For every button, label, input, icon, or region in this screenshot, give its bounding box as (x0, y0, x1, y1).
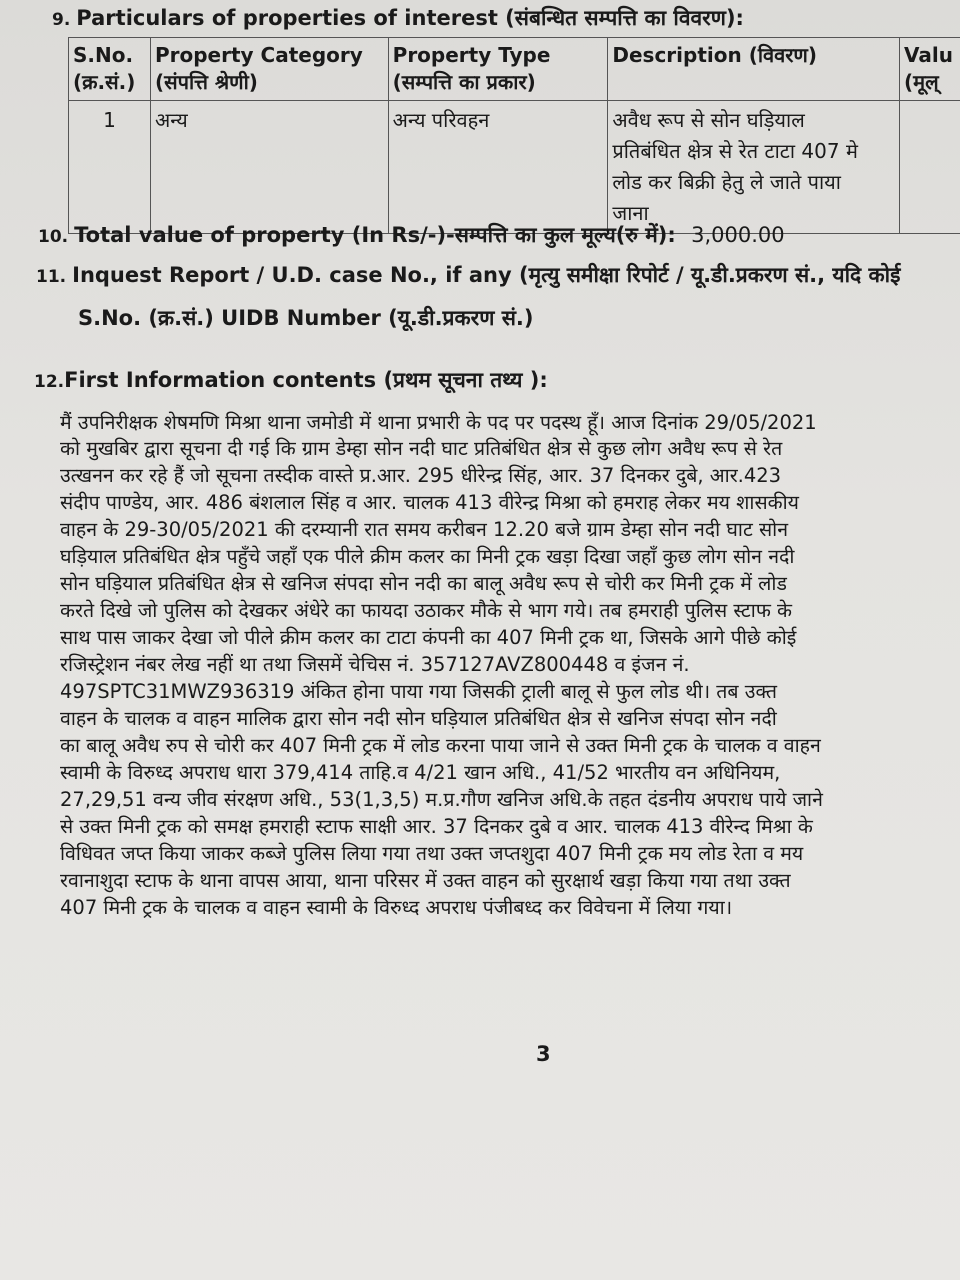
fir-line: स्वामी के विरुध्द अपराध धारा 379,414 ताहि.व 4/21 खान अधि., 41/52 भारतीय वन अधिनियम, (60, 761, 781, 784)
section-9-title: Particulars of properties of interest (संबन्धित सम्पत्ति का विवरण): (76, 6, 744, 30)
fir-line: का बालू अवैध रुप से चोरी कर 407 मिनी ट्रक में लोड करना पाया जाने से उक्त मिनी ट्रक के चालक व वाहन (60, 734, 821, 757)
cell-type: अन्य परिवहन (388, 101, 608, 234)
cell-description: अवैध रूप से सोन घड़ियाल प्रतिबंधित क्षेत्र से रेत टाटा 407 मे लोड कर बिक्री हेतु ले जाते पाया जाना (608, 101, 900, 234)
section-10-number: 10. (38, 227, 69, 247)
fir-line: करते दिखे जो पुलिस को देखकर अंधेरे का फायदा उठाकर मौके से भाग गये। तब हमराही पुलिस स्टाफ के (60, 599, 793, 622)
page-number: 3 (536, 1042, 551, 1066)
section-11-number: 11. (36, 267, 67, 287)
fir-line: को मुखबिर द्वारा सूचना दी गई कि ग्राम डेम्हा सोन नदी घाट प्रतिबंधित क्षेत्र से कुछ लोग अवैध रूप से रेत (60, 437, 783, 460)
section-10-text: Total value of property (In Rs/-)-सम्पत्ति का कुल मूल्य(रु में): (74, 223, 676, 247)
cell-value (900, 101, 960, 234)
fir-line: मैं उपनिरीक्षक शेषमणि मिश्रा थाना जमोडी में थाना प्रभारी के पद पर पदस्थ हूँ। आज दिनांक 29/05/2021 (60, 411, 817, 434)
section-9-number: 9. (52, 10, 71, 30)
section-12-heading (34, 366, 548, 394)
fir-line: रजिस्ट्रेशन नंबर लेख नहीं था तथा जिसमें चेचिस नं. 357127AVZ800448 व इंजन नं. (60, 653, 690, 676)
fir-line: वाहन के 29-30/05/2021 की दरम्यानी रात समय करीबन 12.20 बजे ग्राम डेम्हा सोन नदी घाट सोन (60, 518, 789, 541)
property-table-header (69, 38, 960, 101)
header-value: Valu (मूल् (900, 38, 960, 101)
section-10-heading (38, 221, 785, 249)
section-11-text: Inquest Report / U.D. case No., if any (मृत्यु समीक्षा रिपोर्ट / यू.डी.प्रकरण सं., यदि कोई (72, 263, 901, 287)
fir-line: वाहन के चालक व वाहन मालिक द्वारा सोन नदी सोन घड़ियाल प्रतिबंधित क्षेत्र से खनिज संपदा सोन नदी (60, 707, 777, 730)
fir-line: उत्खनन कर रहे हैं जो सूचना तस्दीक वास्ते प्र.आर. 295 धीरेन्द्र सिंह, आर. 37 दिनकर दुबे, आर.423 (60, 464, 782, 487)
header-category: Property Category (संपत्ति श्रेणी) (150, 38, 388, 101)
table-row (69, 101, 960, 234)
fir-line: से उक्त मिनी ट्रक को समक्ष हमराही स्टाफ साक्षी आर. 37 दिनकर दुबे व आर. चालक 413 वीरेन्द मिश्रा के (60, 815, 813, 838)
header-description: Description (विवरण) (608, 38, 900, 101)
fir-line: रवानाशुदा स्टाफ के थाना वापस आया, थाना परिसर में उक्त वाहन को सुरक्षार्थ खड़ा किया गया तथा उक्त (60, 869, 791, 892)
cell-category: अन्य (150, 101, 388, 234)
fir-line: विधिवत जप्त किया जाकर कब्जे पुलिस लिया गया तथा उक्त जप्तशुदा 407 मिनी ट्रक मय लोड रेता व मय (60, 842, 804, 865)
fir-line: सोन घड़ियाल प्रतिबंधित क्षेत्र से खनिज संपदा सोन नदी का बालू अवैध रूप से चोरी कर मिनी ट्रक में लोड (60, 572, 787, 595)
fir-line: साथ पास जाकर देखा जो पीले क्रीम कलर का टाटा कंपनी का 407 मिनी ट्रक था, जिसके आगे पीछे कोई (60, 626, 797, 649)
fir-line: 407 मिनी ट्रक के चालक व वाहन स्वामी के विरुध्द अपराध पंजीबध्द कर विवेचना में लिया गया। (60, 896, 733, 919)
fir-line: संदीप पाण्डेय, आर. 486 बंशलाल सिंह व आर. चालक 413 वीरेन्द्र मिश्रा को हमराह लेकर मय शासकीय (60, 491, 799, 514)
section-12-title: First Information contents (प्रथम सूचना तथ्य ): (64, 368, 548, 392)
section-11-heading (36, 261, 900, 289)
fir-line: 27,29,51 वन्य जीव संरक्षण अधि., 53(1,3,5) म.प्र.गौण खनिज अधि.के तहत दंडनीय अपराध पाये जाने (60, 788, 823, 811)
header-type: Property Type (सम्पत्ति का प्रकार) (388, 38, 608, 101)
property-table (68, 37, 960, 234)
header-sno: S.No. (क्र.सं.) (69, 38, 151, 101)
fir-line: घड़ियाल प्रतिबंधित क्षेत्र पहुँचे जहाँ एक पीले क्रीम कलर का मिनी ट्रक खड़ा दिखा जहाँ कुछ लोग सोन नदी (60, 545, 795, 568)
total-value: 3,000.00 (691, 223, 785, 247)
section-9-heading (52, 4, 744, 32)
section-11-subheading: S.No. (क्र.सं.) UIDB Number (यू.डी.प्रकरण सं.) (78, 306, 534, 330)
cell-sno: 1 (69, 101, 151, 234)
section-12-number: 12. (34, 372, 65, 392)
fir-line: 497SPTC31MWZ936319 अंकित होना पाया गया जिसकी ट्राली बालू से फुल लोड थी। तब उक्त (60, 680, 778, 703)
